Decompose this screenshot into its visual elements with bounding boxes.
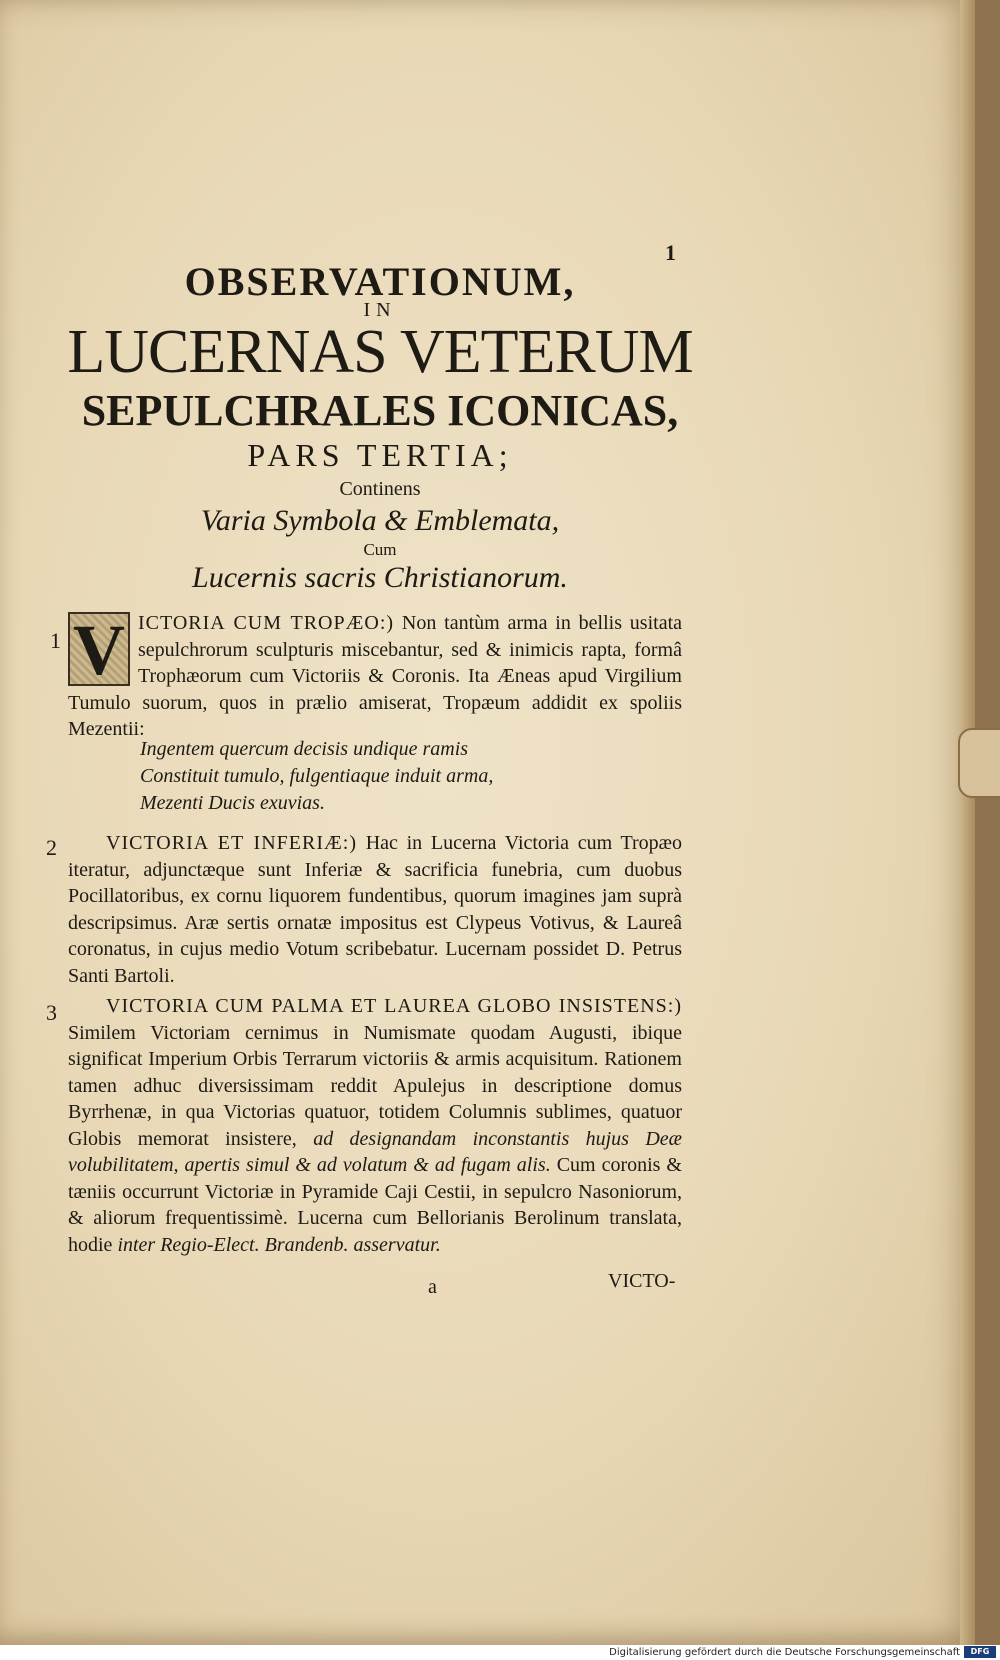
dfg-logo-icon[interactable]: DFG xyxy=(964,1646,996,1658)
page-edge xyxy=(960,0,975,1645)
title-line-1: OBSERVATIONUM, xyxy=(184,259,576,304)
entry-3-body-a: Similem Victoriam cernimus in Numismate quodam Augusti, ibique significat Imperium Orbis Terrarum victoriis & armis acquisitum. Rationem tamen adhuc diversissimam reddit Apulejus in descriptione domus Byrrhenæ, in qua Victorias quatuor, totidem Columnis sublimes, quatuor Globis memorat insistere, xyxy=(68,1021,682,1150)
page-number: 1 xyxy=(665,240,676,265)
entry-3-heading: VICTORIA CUM PALMA ET LAUREA GLOBO INSISTENS:) xyxy=(106,995,682,1017)
entry-1 xyxy=(68,610,682,743)
entry-2-heading: VICTORIA ET INFERIÆ:) xyxy=(106,832,357,854)
page-tab-marker xyxy=(958,728,1000,798)
entry-3-body-b: Cum coronis & tæniis occurrunt Victoriæ in Pyramide Caji Cestii, in sepulcro Nasoniorum, & aliorum frequentissimè. Lucerna cum Bellorianis Berolinum translata, hodie xyxy=(68,1154,682,1256)
title-line-9: Lucernis sacris Christianorum. xyxy=(192,561,568,594)
entry-1-number: 1 xyxy=(50,628,61,653)
verse-line-3: Mezenti Ducis exuvias. xyxy=(140,792,325,814)
verse-line-2: Constituit tumulo, fulgentiaque induit arma, xyxy=(140,765,494,787)
title-line-5: PARS TERTIA; xyxy=(247,437,513,473)
title-line-8: Cum xyxy=(363,540,397,559)
entry-3 xyxy=(68,993,682,1258)
entry-2 xyxy=(68,830,682,989)
title-line-7: Varia Symbola & Emblemata, xyxy=(200,504,560,537)
entry-3-body-end-italic: inter Regio-Elect. Brandenb. asservatur. xyxy=(117,1233,441,1256)
entry-2-number: 2 xyxy=(46,835,57,860)
title-line-6: Continens xyxy=(339,478,421,500)
title-line-3: LUCERNAS VETERUM xyxy=(67,318,693,386)
entry-3-body-italic: ad designandam inconstantis hujus Deæ volubilitatem, apertis simul & ad volatum & ad fugam alis. xyxy=(68,1127,682,1176)
verse-line-1: Ingentem quercum decisis undique ramis xyxy=(140,738,469,760)
entry-1-body: Non tantùm arma in bellis usitata sepulchrorum sculpturis miscebantur, sed & inimicis rapta, formâ Trophæorum cum Victoriis & Coronis. Ita Æneas apud Virgilium Tumulo suorum, quos in prælio amiserat, Tropæum addidit ex spoliis Mezentii: xyxy=(68,612,683,740)
catchword: VICTO- xyxy=(608,1270,676,1292)
title-line-4: SEPULCHRALES ICONICAS, xyxy=(81,386,679,435)
title-line-2: IN xyxy=(363,299,397,321)
dropcap: V xyxy=(68,612,130,686)
signature-mark: a xyxy=(428,1276,437,1298)
footer-credit: Digitalisierung gefördert durch die Deutsche Forschungsgemeinschaft xyxy=(609,1647,960,1658)
entry-2-body: Hac in Lucerna Victoria cum Tropæo iteratur, adjunctæque sunt Inferiæ & sacrificia funebria, cum duobus Pocillatoribus, ex cornu liquorem fundentibus, quorum imagines jam suprà descripsimus. Aræ sertis ornatæ impositus est Clypeus Votivus, & Laureâ coronatus, in cujus medio Votum scribebatur. Lucernam possidet D. Petrus Santi Bartoli. xyxy=(68,832,683,987)
entry-1-heading: ICTORIA CUM TROPÆO:) xyxy=(138,612,395,634)
entry-3-number: 3 xyxy=(46,1000,57,1025)
